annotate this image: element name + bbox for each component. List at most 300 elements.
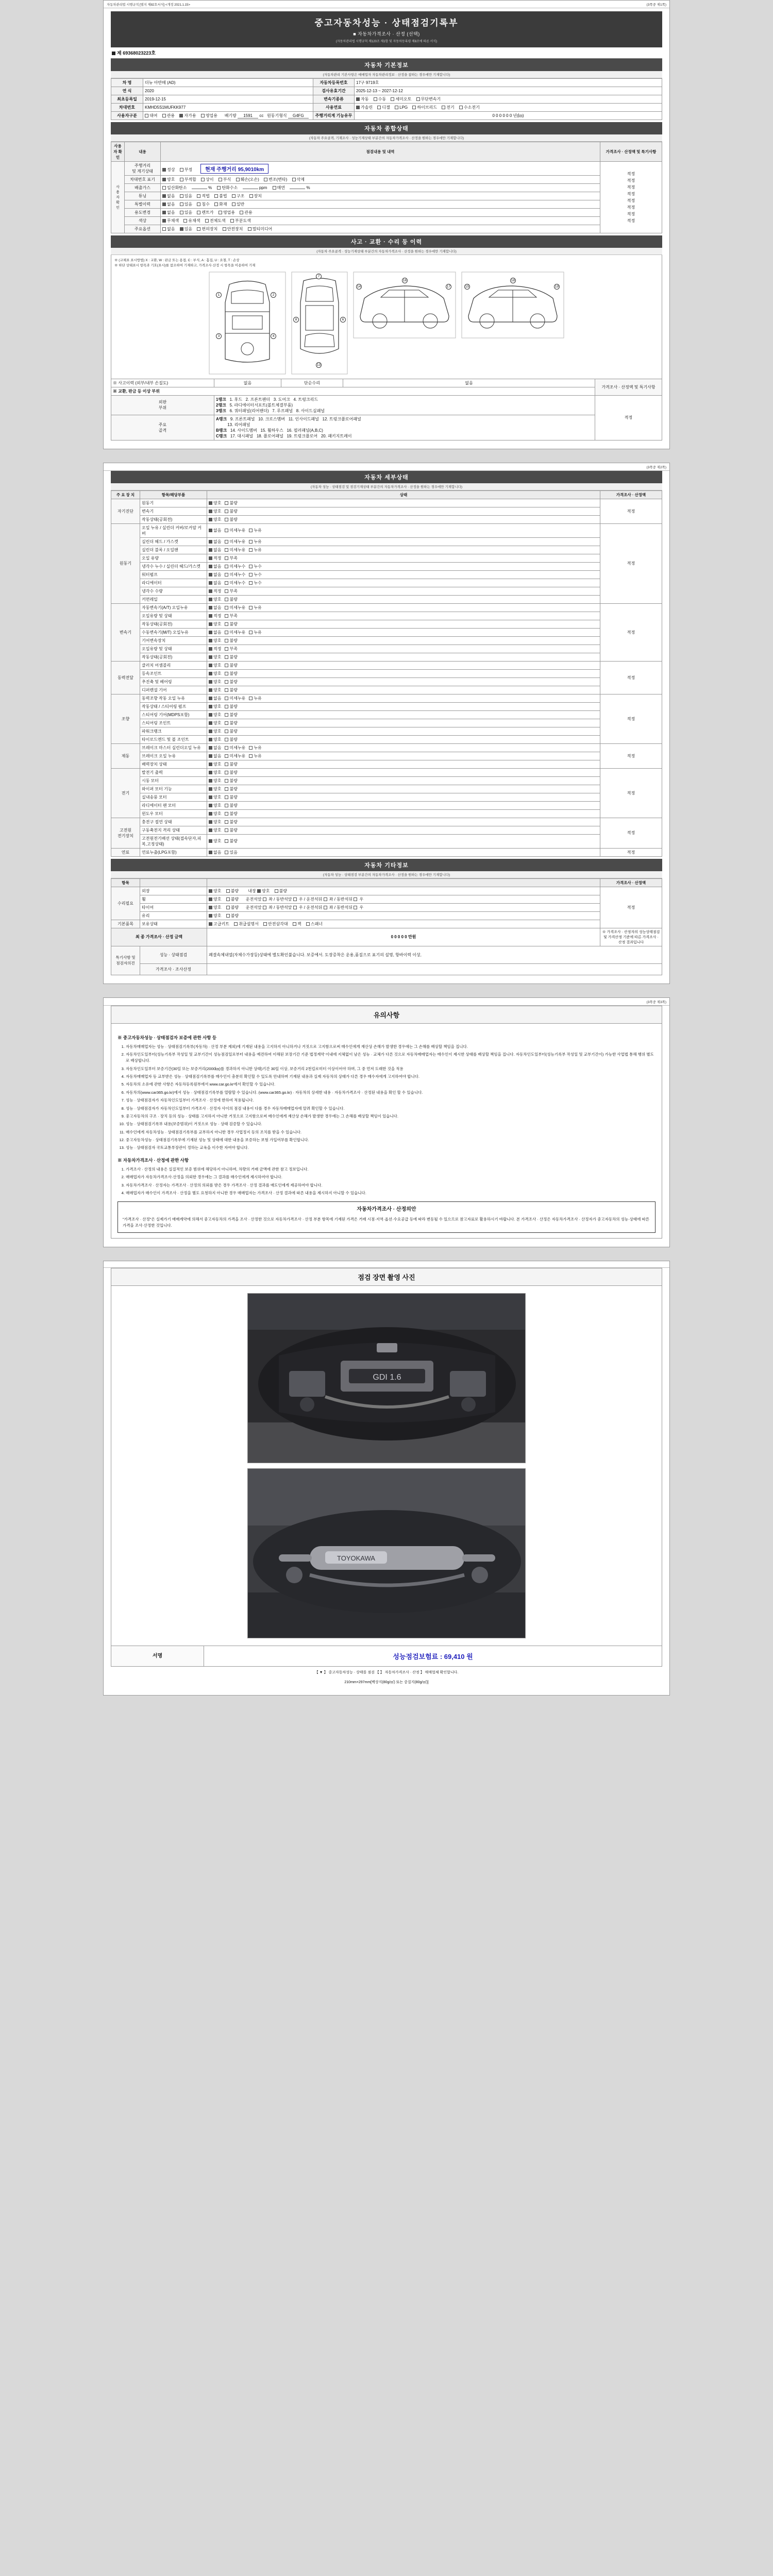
checkbox-pump-none[interactable]: 없음: [209, 572, 221, 578]
checkbox-sg-bad[interactable]: 불량: [225, 712, 237, 718]
checkbox-sp-ok[interactable]: 양호: [209, 704, 221, 709]
state-oil-level: [207, 554, 600, 562]
page-title: 중고자동차성능 · 상태점검기록부: [314, 18, 459, 28]
col-item: 내용: [125, 142, 161, 162]
checkbox-basic-manual[interactable]: 취급설명서: [234, 921, 259, 927]
checkbox-wiper-ok[interactable]: 양호: [209, 786, 221, 792]
checkbox-sj-ok[interactable]: 양호: [209, 720, 221, 726]
part-starter: 시동 모터: [140, 776, 207, 785]
checkbox-mt-none[interactable]: 없음: [209, 630, 221, 635]
checkbox-history-flood[interactable]: 침수: [197, 201, 209, 207]
checkbox-usechange-yes[interactable]: 있음: [180, 210, 192, 215]
checkbox-booster-ok[interactable]: 양호: [209, 761, 221, 767]
group-engine: 원동기: [111, 523, 140, 603]
checkbox-radiator-leak[interactable]: 누수: [249, 580, 261, 586]
checkbox-block-leak[interactable]: 누유: [249, 547, 261, 553]
page-subtitle: ■ 자동차가격조사 · 산정 (선택): [353, 31, 420, 37]
row-value-color: [161, 217, 600, 225]
checkbox-rocker-leak[interactable]: 누유: [249, 528, 261, 533]
checkbox-color-full[interactable]: 전체도색: [205, 218, 226, 224]
row-value-tuning: [161, 192, 600, 200]
checkbox-mileage-normal[interactable]: 정상: [162, 167, 175, 173]
checkbox-block-slight[interactable]: 미세누유: [225, 547, 245, 553]
state-exterior: 양호 불량 내장 양호 불량: [207, 887, 600, 895]
checkbox-wiring-bad[interactable]: 불량: [225, 838, 237, 844]
car-diagram-left: [353, 272, 456, 338]
checkbox-blower-bad[interactable]: 불량: [225, 794, 237, 800]
checkbox-fuel-diesel[interactable]: 디젤: [377, 105, 390, 110]
checkbox-tuning-legal[interactable]: 적법: [197, 193, 209, 199]
checkbox-tuning-illegal[interactable]: 불법: [214, 193, 227, 199]
part-head-gasket: 실린더 헤드 / 가스켓: [140, 537, 207, 546]
special-notes-kind2: 가격조사 · 조사산정: [140, 963, 207, 975]
checkbox-rocker-none[interactable]: 없음: [209, 528, 221, 533]
checkbox-blower-ok[interactable]: 양호: [209, 794, 221, 800]
checkbox-tr-bad[interactable]: 불량: [225, 737, 237, 742]
checkbox-pump-leak[interactable]: 누수: [249, 572, 261, 578]
checkbox-fuel-lpg[interactable]: LPG: [395, 105, 408, 110]
checkbox-clutch-ok[interactable]: 양호: [209, 663, 221, 668]
checkbox-charge-ok[interactable]: 양호: [209, 819, 221, 825]
state-window-motor: [207, 809, 600, 818]
checkbox-fan-bad[interactable]: 불량: [225, 803, 237, 808]
checkbox-mc-slight[interactable]: 미세누유: [225, 745, 245, 751]
checkbox-coolant-leak[interactable]: 누수: [249, 564, 261, 569]
checkbox-usechange-biz[interactable]: 영업용: [219, 210, 235, 215]
label-displacement: 배기량: [224, 113, 237, 118]
group-label-frame: 주요 골격: [111, 415, 214, 440]
state-booster: [207, 760, 600, 768]
state-at-leak: [207, 603, 600, 612]
notice-item: 12. 중고자동차성능 · 상태점검기록부에 기재된 성능 및 상태에 대한 내용을 보증하는 보험 가입여부를 확인합니다.: [126, 1137, 656, 1143]
checkbox-batt-bad[interactable]: 불량: [225, 827, 237, 833]
row-label-history: 특별이력: [125, 200, 161, 209]
special-notes-kind: 성능 · 상태점검: [140, 946, 207, 963]
checkbox-sg-ok[interactable]: 양호: [209, 712, 221, 718]
part-radiator: 라디에이터: [140, 579, 207, 587]
diagram-legend-2: ※ 하단 상태표시 항목과 기호(표시)를 참조하여 기재하고, 가격조사·산정 시 항목을 이용하여 기재: [114, 263, 256, 267]
checkbox-rocker-slight[interactable]: 미세누유: [225, 528, 245, 533]
checkbox-color-partial[interactable]: 부분도색: [230, 218, 251, 224]
mark-16: 16: [402, 278, 407, 282]
state-master-cyl: [207, 743, 600, 752]
page-2: [103, 463, 670, 984]
checkbox-at-oil-ok[interactable]: 적정: [209, 613, 221, 619]
checkbox-history-fire[interactable]: 화재: [214, 201, 227, 207]
checkbox-bo-slight[interactable]: 미세누유: [225, 753, 245, 759]
checkbox-wiper-bad[interactable]: 불량: [225, 786, 237, 792]
checkbox-pump-slight[interactable]: 미세누수: [225, 572, 245, 578]
total-price-label: 최 종 가격조사 · 산정 금액: [111, 928, 207, 946]
row-value-usechange: [161, 209, 600, 217]
checkbox-mt-oil-ok[interactable]: 적정: [209, 646, 221, 652]
state-mt-oil: [207, 645, 600, 653]
checkbox-option-safety[interactable]: 안전장치: [223, 226, 243, 232]
checkbox-int-bad[interactable]: 불량: [275, 888, 287, 894]
checkbox-alt-ok[interactable]: 양호: [209, 770, 221, 775]
section-header-accident: 사고 · 교환 · 수리 등 이력: [111, 235, 662, 248]
state-cv-joint: [207, 669, 600, 677]
state-steering-pump: [207, 702, 600, 710]
checkbox-mt-leak[interactable]: 누유: [249, 630, 261, 635]
checkbox-coolant-slight[interactable]: 미세누수: [225, 564, 245, 569]
checkbox-vin-bad[interactable]: 부적합: [180, 177, 196, 182]
mark-3: 3: [216, 333, 222, 339]
group-self-diagnosis: 자기진단: [111, 499, 140, 523]
price-engine: 적정: [600, 523, 662, 603]
checkbox-ext-ok[interactable]: 양호: [209, 888, 221, 894]
checkbox-oil-low[interactable]: 부족: [225, 555, 237, 561]
value-first-reg: 2019-12-15: [143, 95, 313, 104]
checkbox-engine-diag-ok[interactable]: 양호: [209, 500, 221, 506]
notice-title: 유의사항: [111, 1006, 662, 1024]
mark-4: 4: [271, 333, 276, 339]
section-subnote-accident: (자동차 주요골격 · 성능기재상태 부분간의 자동차가격조사 · 산정을 원하는 경우에만 기재합니다): [111, 248, 662, 255]
part-rad-fan: 라디에이터 팬 모터: [140, 801, 207, 809]
checkbox-option-yes[interactable]: 있음: [180, 226, 192, 232]
part-coolant-head: 냉각수 누수 / 실린더 헤드/가스켓: [140, 562, 207, 570]
section-subnote-overall-state: (자동차 주요골격, 기재조사 · 성능기재상태 부분간의 자동차가격조사 · 산정을 원하는 경우에만 기재합니다): [111, 134, 662, 142]
checkbox-starter-bad[interactable]: 불량: [225, 778, 237, 784]
label-valid-period: 검사유효기간: [313, 87, 355, 95]
label-car-name: 차 명: [111, 79, 143, 87]
checkbox-at-none[interactable]: 없음: [209, 605, 221, 611]
micro-bar-4: [104, 1261, 669, 1268]
state-fuel-leak: [207, 848, 600, 856]
state-wheel: 양호 불량 운전석앞 좌 / 동반석앞 우 / 운전석뒤 좌 / 동반석뒤 우: [207, 895, 600, 903]
row-value-vin-mark: [161, 176, 600, 184]
checkbox-co[interactable]: 일산화탄소: [162, 185, 187, 191]
checkbox-option-multimedia[interactable]: 멀티미디어: [248, 226, 273, 232]
checkbox-tuning-yes[interactable]: 있음: [180, 193, 192, 199]
value-displacement: 1591: [238, 113, 258, 118]
checkbox-basic-jack[interactable]: 잭: [293, 921, 301, 927]
notice-item: 2. 자동차인도일부터(성능기록부 작성일 및 교부기간이 성능점검일로부터 내용을 예견하여 이해된 보장기간 기준 법정계약 이내에 지체없이 남은 성능 · 교체가 다른 것으로 자동차매매업자는 매수인이 제시한 상태를 배상할 책임을 집니다. 자동차인도일부터(성능기록부 작성일 및 교부기간이) 가능한 사업법 통해 행위 별도로 배상합니다.: [126, 1052, 656, 1064]
checkbox-usechange-gov[interactable]: 관용: [240, 210, 252, 215]
value-usekind: [143, 112, 313, 120]
part-coolant-level: 냉각수 수량: [140, 587, 207, 595]
checkbox-mt-idle-bad[interactable]: 불량: [225, 654, 237, 660]
checkbox-ext-bad[interactable]: 불량: [226, 888, 239, 894]
row-label-color: 색상: [125, 217, 161, 225]
rank-2-row: 2랭크 5. 라디에이터서포트(볼트체결부품): [216, 402, 293, 408]
state-tie-rod: [207, 735, 600, 743]
special-notes-text: 폐결속체내열(자체수가장등)상태에 별도확인불습니다. 보증에서. 도장증착은 운용,품질으로 표기의 설명, 항바이력 이상,: [207, 946, 662, 963]
part-trans-diag: 변속기: [140, 507, 207, 515]
part-alternator: 발전기 출력: [140, 768, 207, 776]
part-blower-motor: 실내송풍 모터: [140, 793, 207, 801]
checkbox-trans-auto[interactable]: 자동: [356, 96, 368, 102]
state-glass: [207, 911, 600, 920]
checkbox-head-slight[interactable]: 미세누유: [225, 539, 245, 545]
checkbox-pc-ok[interactable]: 양호: [209, 728, 221, 734]
row-label-usechange: 용도변경: [125, 209, 161, 217]
checkbox-engine-diag-bad[interactable]: 불량: [225, 500, 237, 506]
checkbox-ps-none[interactable]: 없음: [209, 696, 221, 701]
checkbox-alt-bad[interactable]: 불량: [225, 770, 237, 775]
checkbox-trans-diag-ok[interactable]: 양호: [209, 509, 221, 514]
checkbox-basic-spanner[interactable]: 스패너: [306, 921, 323, 927]
checkbox-fuel-ev[interactable]: 전기: [442, 105, 454, 110]
checkbox-window-bad[interactable]: 불량: [225, 811, 237, 817]
checkbox-wiring-ok[interactable]: 양호: [209, 838, 221, 844]
checkbox-mt-idle-ok[interactable]: 양호: [209, 654, 221, 660]
rank-a-row2: 13. 리어패널: [216, 422, 250, 427]
checkbox-tire-ok[interactable]: 양호: [209, 905, 221, 910]
state-starter: [207, 776, 600, 785]
notice-item: 13. 성능 · 상태점검자 국토교통부장관이 정하는 교육을 이수한 자여야 합니다.: [126, 1145, 656, 1151]
part-charge-port: 충전구 절연 상태: [140, 818, 207, 826]
price-survey-definition-box: [117, 1201, 656, 1233]
page-1: [103, 0, 670, 449]
checkbox-batt-ok[interactable]: 양호: [209, 827, 221, 833]
checkbox-smoke[interactable]: 매연: [273, 185, 285, 191]
mark-19: 19: [554, 284, 559, 289]
checkbox-fuelleak-none[interactable]: 없음: [209, 850, 221, 855]
checkbox-option-convenience[interactable]: 편의장치: [197, 226, 217, 232]
checkbox-int-ok[interactable]: 양호: [257, 888, 270, 894]
checkbox-trans-semi[interactable]: 세미오토: [391, 96, 411, 102]
notice-list-2: [117, 1166, 656, 1197]
page-title-note: (자동차관리법 시행규칙 제120조 제1항 및 자동차등록령 제8조에 따른 서식): [335, 40, 438, 43]
page-4: [103, 1261, 670, 1695]
checkbox-head-none[interactable]: 없음: [209, 539, 221, 545]
footnote-2: 210mm×297mm[백상지(80g/㎡) 또는 중질지(80g/㎡)]: [344, 1681, 429, 1685]
checkbox-mileage-abnormal[interactable]: 부정: [180, 167, 192, 173]
accident-price-label: 가격조사 · 산정액 및 특기사항: [595, 379, 662, 395]
checkbox-charge-bad[interactable]: 불량: [225, 819, 237, 825]
checkbox-pc-bad[interactable]: 불량: [225, 728, 237, 734]
state-power-steering-leak: [207, 694, 600, 702]
state-rocker-cover: [207, 523, 600, 537]
undercarriage-photo: [247, 1468, 526, 1638]
value-vin: KMHD5S1MUFKK977: [143, 104, 313, 112]
checkbox-trans-manual[interactable]: 수동: [374, 96, 386, 102]
checkbox-radiator-none[interactable]: 없음: [209, 580, 221, 586]
state-hv-wiring: [207, 834, 600, 848]
part-steering-gear: 스티어링 기어(MDPS포함): [140, 710, 207, 719]
page-number-1: (3쪽중 제1쪽): [646, 3, 666, 7]
group-steering: 조향: [111, 694, 140, 743]
accident-summary-table: [111, 379, 662, 440]
mark-8: 8: [293, 317, 299, 323]
checkbox-fuel-hybrid[interactable]: 하이브리드: [412, 105, 437, 110]
row-label-vin-mark: 차대번호 표기: [125, 176, 161, 184]
checkbox-wheel-ok[interactable]: 양호: [209, 896, 221, 902]
checkbox-wheel-bad[interactable]: 불량: [226, 896, 239, 902]
label-fuel: 사용연료: [313, 104, 355, 112]
checkbox-history-general[interactable]: 일반: [232, 201, 244, 207]
col-other-3: [207, 878, 600, 887]
checkbox-fuel-gasoline[interactable]: 가솔린: [356, 105, 373, 110]
checkbox-at-idle-bad[interactable]: 불량: [225, 621, 237, 627]
checkbox-sj-bad[interactable]: 불량: [225, 720, 237, 726]
value-engine-type: G4FG: [288, 113, 309, 118]
checkbox-rail-bad[interactable]: 불량: [225, 597, 237, 602]
total-price-note: ※ 가격조사 · 산정자의 성능상태점검 및 가격산정 기준에 따른 가격조사 · 산정 결과입니다: [600, 928, 662, 946]
checkbox-clutch-bad[interactable]: 불량: [225, 663, 237, 668]
checkbox-cv-bad[interactable]: 불량: [225, 671, 237, 676]
checkbox-idle-ok[interactable]: 양호: [209, 517, 221, 522]
state-water-pump: [207, 570, 600, 579]
checkbox-usechange-rent[interactable]: 렌트카: [197, 210, 213, 215]
checkbox-shaft-ok[interactable]: 양호: [209, 679, 221, 685]
checkbox-glass-bad[interactable]: 불량: [226, 913, 239, 919]
label-vin: 차대번호: [111, 104, 143, 112]
checkbox-starter-ok[interactable]: 양호: [209, 778, 221, 784]
label-engine-type: 원동기형식: [267, 113, 287, 118]
checkbox-vin-damage[interactable]: 훼손(오손): [236, 177, 259, 182]
checkbox-vin-rust[interactable]: 부식: [219, 177, 231, 182]
checkbox-vin-forge[interactable]: 변조(변타): [264, 177, 287, 182]
checkbox-coolant-ok[interactable]: 적정: [209, 588, 221, 594]
label-transmission: 변속기종류: [313, 95, 355, 104]
checkbox-coolant-low[interactable]: 부족: [225, 588, 237, 594]
part-booster: 배력장치 상태: [140, 760, 207, 768]
checkbox-rail-ok[interactable]: 양호: [209, 597, 221, 602]
state-propeller-shaft: [207, 677, 600, 686]
part-differential: 디퍼렌셜 기어: [140, 686, 207, 694]
checkbox-idle-bad[interactable]: 불량: [225, 517, 237, 522]
checkbox-shaft-bad[interactable]: 불량: [225, 679, 237, 685]
col-price-detail: 가격조사 · 산정액: [600, 490, 662, 499]
label-odometer-func: 주행거리계 기능유무: [313, 112, 355, 120]
checkbox-diff-bad[interactable]: 불량: [225, 687, 237, 693]
checkbox-use-rental[interactable]: 대여: [145, 113, 157, 118]
checkbox-history-none[interactable]: 없음: [162, 201, 175, 207]
price-steering: 적정: [600, 694, 662, 743]
checkbox-usechange-none[interactable]: 없음: [162, 210, 175, 215]
basic-info-table: [111, 78, 662, 120]
checkbox-window-ok[interactable]: 양호: [209, 811, 221, 817]
value-year: 2020: [143, 87, 313, 95]
price-survey-box-text: "가격조사 · 산정"은 실제가기 매매계약에 의해서 중고자동차의 가격을 조사 · 산정한 것으로 자동차가격조사 · 산정 부분 항목에 기재된 가격은 거래 시점·지역·옵션·수요공급 등에 따라 변동될 수 있으므로 참고자료로 활용하시기 바랍니다. 본 가격조사 · 산정은 자동차가격조사 · 산정자가 중고자동차의 성능·상태에 따른 가격을 조사·산정한 것입니다.: [123, 1217, 649, 1228]
checkbox-ps-leak[interactable]: 누유: [249, 696, 261, 701]
checkbox-booster-bad[interactable]: 불량: [225, 761, 237, 767]
checkbox-color-chroma[interactable]: 유채색: [183, 218, 200, 224]
checkbox-gear-ok[interactable]: 양호: [209, 638, 221, 643]
checkbox-tuning-structure[interactable]: 구조: [232, 193, 244, 199]
group-brake: 제동: [111, 743, 140, 768]
checkbox-cv-ok[interactable]: 양호: [209, 671, 221, 676]
checkbox-at-slight[interactable]: 미세누유: [225, 605, 245, 611]
checkbox-history-yes[interactable]: 있음: [180, 201, 192, 207]
state-power-crank: [207, 727, 600, 735]
checkbox-basic-keyset[interactable]: 고급키트: [209, 921, 229, 927]
group-hv-electric: 고전원 전기장치: [111, 818, 140, 848]
notice-item: 11. 매수인에게 자동차성능 · 상태점검기록부를 교부하지 아니한 경우 사업정지 등의 조치를 받을 수 있습니다.: [126, 1129, 656, 1136]
unit-cc: cc: [259, 113, 264, 118]
row-label-options: 주요옵션: [125, 225, 161, 233]
price-other: 적정: [600, 887, 662, 928]
checkbox-radiator-slight[interactable]: 미세누수: [225, 580, 245, 586]
inspection-insurance-fee: 성능점검보험료 : 69,410 원: [393, 1653, 473, 1661]
checkbox-at-idle-ok[interactable]: 양호: [209, 621, 221, 627]
checkbox-coolant-none[interactable]: 없음: [209, 564, 221, 569]
checkbox-ps-slight[interactable]: 미세누유: [225, 696, 245, 701]
group-transmission: 변속기: [111, 603, 140, 661]
total-price-value: 0 0 0 0 0 만원: [207, 928, 600, 946]
checkbox-trans-diag-bad[interactable]: 불량: [225, 509, 237, 514]
checkbox-basic-triangle[interactable]: 안전삼각대: [263, 921, 288, 927]
part-glass: 유리: [140, 911, 207, 920]
checkbox-at-leak[interactable]: 누유: [249, 605, 261, 611]
row-value-emission: 일산화탄소 % 탄화수소 ppm 매연 %: [161, 184, 600, 192]
checkbox-tr-ok[interactable]: 양호: [209, 737, 221, 742]
checkbox-option-none[interactable]: 없음: [162, 226, 175, 232]
state-alternator: [207, 768, 600, 776]
checkbox-hc[interactable]: 탄화수소: [217, 185, 238, 191]
checkbox-mc-leak[interactable]: 누유: [249, 745, 261, 751]
state-coolant-head: [207, 562, 600, 570]
state-charge-port: [207, 818, 600, 826]
checkbox-oil-ok[interactable]: 적정: [209, 555, 221, 561]
col-other-1: 항목: [111, 878, 140, 887]
checkbox-at-oil-low[interactable]: 부족: [225, 613, 237, 619]
frame-parts-cell: [214, 415, 595, 440]
part-exterior: 외장: [140, 887, 207, 895]
checkbox-fuelleak-yes[interactable]: 있음: [225, 850, 237, 855]
state-mt-leak: [207, 628, 600, 636]
notice-list-1: [117, 1044, 656, 1151]
checkbox-fuel-h2[interactable]: 수소전기: [459, 105, 480, 110]
part-propeller-shaft: 추진축 및 베어링: [140, 677, 207, 686]
checkbox-tuning-none[interactable]: 없음: [162, 193, 175, 199]
col-price: 가격조사 · 산정액 및 특기사항: [600, 142, 662, 162]
checkbox-bo-leak[interactable]: 누유: [249, 753, 261, 759]
checkbox-glass-ok[interactable]: 양호: [209, 913, 221, 919]
part-wheel: 휠: [140, 895, 207, 903]
price-hv-electric: 적정: [600, 818, 662, 848]
checkbox-use-business[interactable]: 영업용: [201, 113, 217, 118]
checkbox-bo-none[interactable]: 없음: [209, 753, 221, 759]
accident-history-label: ※ 사고이력 (외부/내부 손질도): [111, 379, 214, 387]
checkbox-fan-ok[interactable]: 양호: [209, 803, 221, 808]
notice-item: 10. 성능 · 상태점검기록부 내용(보증범위)이 거짓으로 성능 · 상태 검증할 수 있습니다.: [126, 1121, 656, 1127]
accident-history-value: 없음: [214, 379, 281, 387]
checkbox-mt-slight[interactable]: 미세누유: [225, 630, 245, 635]
checkbox-block-none[interactable]: 없음: [209, 547, 221, 553]
checkbox-head-leak[interactable]: 누유: [249, 539, 261, 545]
checkbox-tire-bad[interactable]: 불량: [226, 905, 239, 910]
checkbox-vin-erase[interactable]: 삭제: [292, 177, 305, 182]
checkbox-use-gov[interactable]: 관용: [162, 113, 175, 118]
checkbox-mc-none[interactable]: 없음: [209, 745, 221, 751]
document-number: [111, 47, 662, 59]
checkbox-diff-ok[interactable]: 양호: [209, 687, 221, 693]
page-3: [103, 997, 670, 1248]
state-blower-motor: [207, 793, 600, 801]
car-diagram-right: [461, 272, 564, 338]
checkbox-trans-cvt[interactable]: 무단변속기: [416, 96, 441, 102]
part-at-leak: 자동변속기(A/T) 오일누유: [140, 603, 207, 612]
document-title-block: [111, 11, 662, 47]
checkbox-use-private[interactable]: 자가용: [179, 113, 196, 118]
state-gear-shift: [207, 636, 600, 645]
checkbox-tuning-device[interactable]: 장치: [249, 193, 262, 199]
checkbox-mt-oil-low[interactable]: 부족: [225, 646, 237, 652]
state-head-gasket: [207, 537, 600, 546]
checkbox-sp-bad[interactable]: 불량: [225, 704, 237, 709]
micro-bar-2: [104, 463, 669, 471]
mark-18: 18: [511, 278, 515, 282]
checkbox-gear-bad[interactable]: 불량: [225, 638, 237, 643]
checkbox-color-mono[interactable]: 무채색: [162, 218, 179, 224]
checkbox-vin-diff[interactable]: 상이: [201, 177, 213, 182]
checkbox-vin-ok[interactable]: 양호: [162, 177, 175, 182]
group-powertrain: 동력전달: [111, 661, 140, 694]
price-transmission: 적정: [600, 603, 662, 661]
